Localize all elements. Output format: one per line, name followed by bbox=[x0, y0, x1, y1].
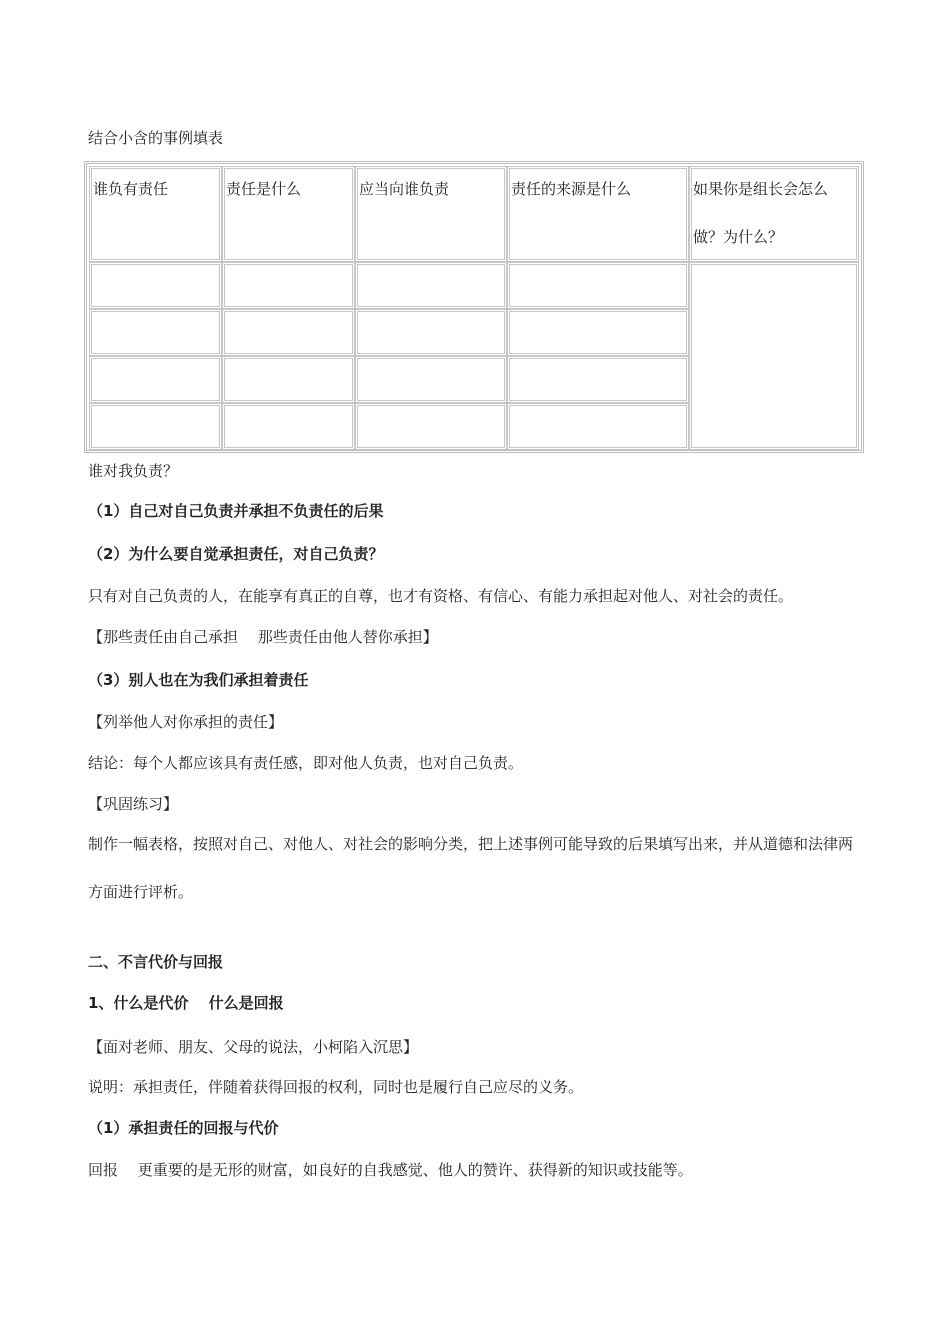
point-3-heading: （3）别人也在为我们承担着责任 bbox=[88, 671, 309, 689]
bracket-note-1: 【那些责任由自己承担 那些责任由他人替你承担】 bbox=[88, 628, 438, 646]
reward-text: 回报 更重要的是无形的财富，如良好的自我感觉、他人的赞许、获得新的知识或技能等。 bbox=[88, 1161, 693, 1179]
section-2-subheading: 1、什么是代价 什么是回报 bbox=[88, 994, 284, 1012]
table-cell[interactable] bbox=[355, 309, 507, 356]
point-2-heading: （2）为什么要自觉承担责任，对自己负责？ bbox=[88, 545, 384, 563]
explanation-text: 说明：承担责任，伴随着获得回报的权利，同时也是履行自己应尽的义务。 bbox=[88, 1078, 584, 1096]
table-cell[interactable] bbox=[89, 403, 222, 450]
table-cell[interactable] bbox=[507, 309, 689, 356]
table-cell[interactable] bbox=[355, 356, 507, 403]
who-responsible-text: 谁对我负责？ bbox=[88, 462, 179, 480]
fill-in-table bbox=[84, 161, 864, 453]
practice-text: 制作一幅表格，按照对自己、对他人、对社会的影响分类，把上述事例可能导致的后果填写出来，并从道德和法律两方面进行评析。 bbox=[88, 835, 854, 901]
bracket-note-3: 【面对老师、朋友、父母的说法，小柯陷入沉思】 bbox=[88, 1038, 419, 1056]
table-cell[interactable] bbox=[89, 309, 222, 356]
table-header-cell: 谁负有责任 bbox=[89, 166, 222, 262]
table-cell[interactable] bbox=[222, 356, 355, 403]
table-cell[interactable] bbox=[507, 403, 689, 450]
table-cell[interactable] bbox=[222, 309, 355, 356]
table-cell[interactable] bbox=[355, 403, 507, 450]
table-header-cell: 应当向谁负责 bbox=[355, 166, 507, 262]
table-cell[interactable] bbox=[222, 403, 355, 450]
intro-text: 结合小含的事例填表 bbox=[88, 129, 224, 147]
point-2-text: 只有对自己负责的人，在能享有真正的自尊，也才有资格、有信心、有能力承担起对他人、对社会的责任。 bbox=[88, 587, 794, 605]
table-cell[interactable] bbox=[507, 262, 689, 309]
point-1-heading: （1）自己对自己负责并承担不负责任的后果 bbox=[88, 502, 384, 520]
table-header-cell: 如果你是组长会怎么做？为什么？ bbox=[689, 166, 859, 262]
table-merged-cell[interactable] bbox=[689, 262, 859, 450]
conclusion-text: 结论：每个人都应该具有责任感，即对他人负责，也对自己负责。 bbox=[88, 754, 524, 772]
table-cell[interactable] bbox=[507, 356, 689, 403]
table-cell[interactable] bbox=[222, 262, 355, 309]
table-cell[interactable] bbox=[355, 262, 507, 309]
table-cell[interactable] bbox=[89, 262, 222, 309]
bracket-note-2: 【列举他人对你承担的责任】 bbox=[88, 713, 284, 731]
table-cell[interactable] bbox=[89, 356, 222, 403]
table-header-cell: 责任是什么 bbox=[222, 166, 355, 262]
section-2-point-1: （1）承担责任的回报与代价 bbox=[88, 1119, 279, 1137]
practice-title: 【巩固练习】 bbox=[88, 795, 179, 813]
section-2-title: 二、不言代价与回报 bbox=[88, 953, 224, 971]
table-header-cell: 责任的来源是什么 bbox=[507, 166, 689, 262]
